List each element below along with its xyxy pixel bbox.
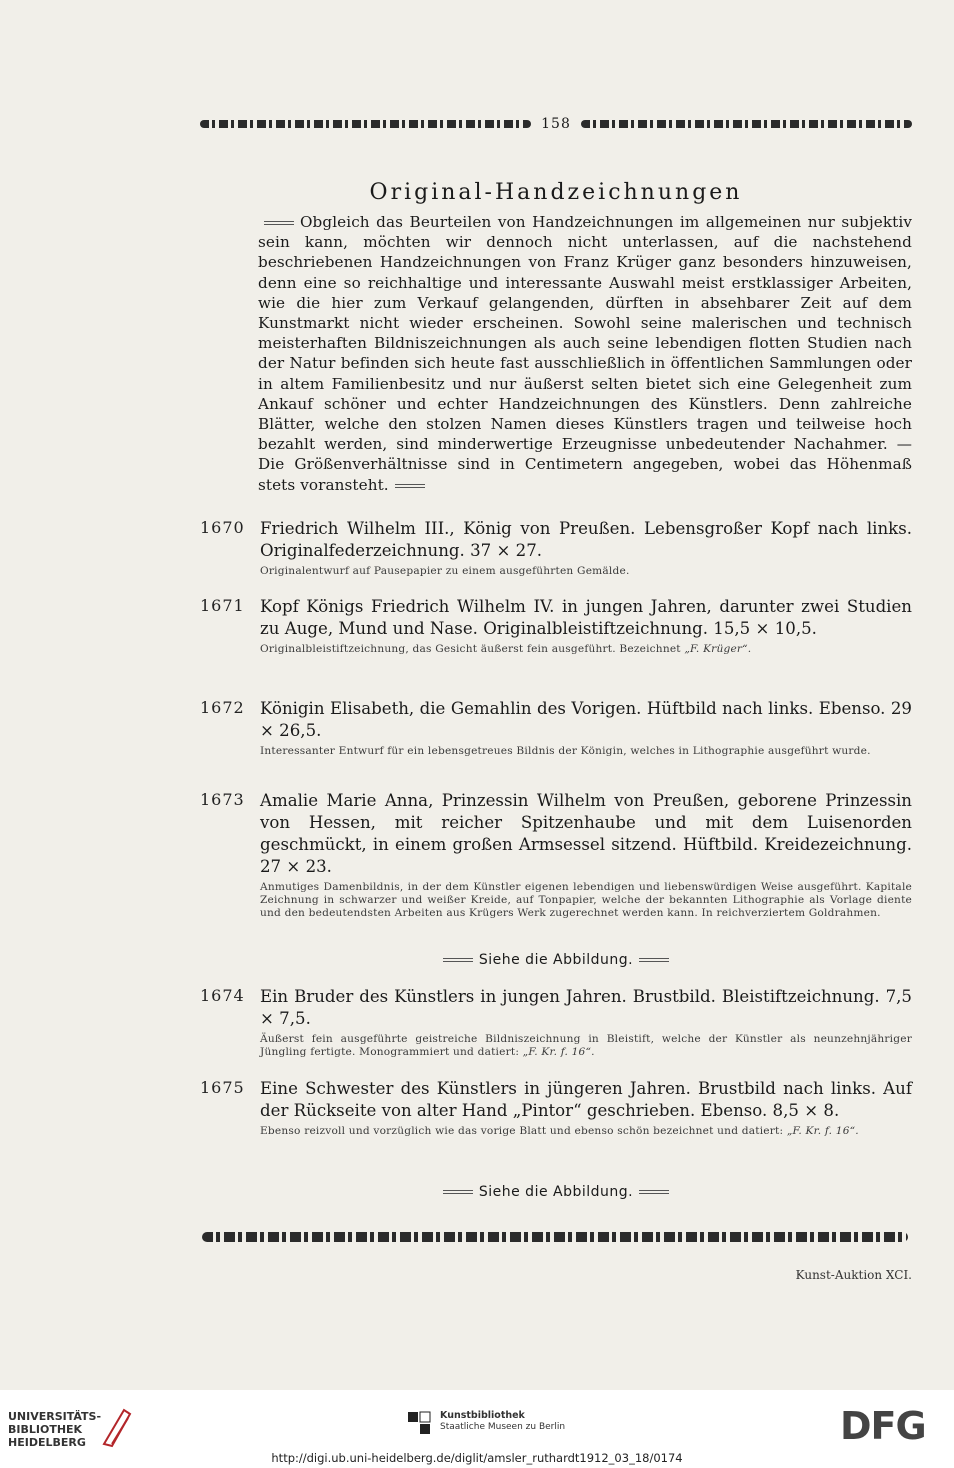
intro-paragraph — [258, 212, 912, 495]
lot-entry — [200, 1078, 912, 1138]
lot-entry — [200, 698, 912, 758]
header-ornament — [200, 116, 912, 132]
kunstbibliothek-logo-icon — [406, 1410, 434, 1438]
lot-note: Interessanter Entwurf für ein lebensgetreues Bildnis der Königin, welches in Lithographie ausgeführt wurde. — [260, 745, 871, 757]
dash-ornament — [395, 484, 425, 488]
lot-note: Anmutiges Damenbildnis, in der dem Künstler eigenen lebendigen und liebenswürdigen Weise ausgeführt. Kapitale Zeichnung in schwarzer und weißer Kreide, auf Tonpapier, welche der bekannten Lithographie als Vorlage diente und den bedeutendsten Arbeiten aus Krügers Werk zugerechnet werden kann. In reichverziertem Goldrahmen. — [260, 881, 912, 919]
signature: „F. Krüger“. — [684, 643, 752, 655]
ornament-right — [581, 120, 912, 128]
see-illustration — [200, 1184, 912, 1200]
dash-ornament — [443, 1190, 473, 1194]
lot-number: 1670 — [200, 518, 245, 537]
lot-note-text: Originalbleistiftzeichnung, das Gesicht äußerst fein ausgeführt. Bezeichnet — [260, 643, 681, 655]
lot-note — [260, 1125, 912, 1138]
lot-number: 1673 — [200, 790, 245, 809]
lot-note: Originalentwurf auf Pausepapier zu einem ausgeführten Gemälde. — [260, 565, 630, 577]
lot-number: 1671 — [200, 596, 245, 615]
dash-ornament — [639, 1190, 669, 1194]
kb-subtitle: Staatliche Museen zu Berlin — [440, 1422, 566, 1432]
lot-note-text: Ebenso reizvoll und vorzüglich wie das vorige Blatt und ebenso schön bezeichnet und datiert: — [260, 1125, 784, 1137]
source-url[interactable]: http://digi.ub.uni-heidelberg.de/diglit/amsler_ruthardt1912_03_18/0174 — [271, 1451, 683, 1465]
university-line: BIBLIOTHEK — [8, 1423, 83, 1436]
lot-description: Ein Bruder des Künstlers in jungen Jahren. Brustbild. Bleistiftzeichnung. 7,5 × 7,5. — [260, 987, 912, 1028]
section-title: Original-Handzeichnungen — [369, 180, 743, 205]
dash-ornament — [639, 958, 669, 962]
lot-entry — [200, 790, 912, 920]
university-line: UNIVERSITÄTS- — [8, 1410, 102, 1423]
lot-description: Amalie Marie Anna, Prinzessin Wilhelm von Preußen, geborene Prinzessin von Hessen, mit reicher Spitzenhaube und mit dem Luisenorden geschmückt, in einem großen Armsessel sitzend. Hüftbild. Kreidezeichnung. 27 × 23. — [260, 791, 912, 876]
see-illustration-text: Siehe die Abbildung. — [478, 1184, 634, 1200]
page-number: 158 — [541, 116, 571, 132]
intro-text: Obgleich das Beurteilen von Handzeichnungen im allgemeinen nur subjektiv sein kann, möchten wir dennoch nicht unterlassen, auf die nachstehend beschriebenen Handzeichnungen von Franz Krüger ganz besonders hinzuweisen, denn eine so reichhaltige und interessante Auswahl meist erstklassiger Arbeiten, wie die hier zum Verkauf gelangenden, dürften in absehbarer Zeit auf dem Kunstmarkt nicht wieder erscheinen. Sowohl seine malerischen und technisch meisterhaften Bildniszeichnungen als auch seine lebendigen flotten Studien nach der Natur befinden sich heute fast ausschließlich in öffentlichen Sammlungen oder in altem Familienbesitz und nur äußerst selten bietet sich eine Gelegenheit zum Ankauf schöner und echter Handzeichnungen des Künstlers. Denn zahlreiche Blätter, welche den stolzen Namen dieses Künstlers tragen und teilweise hoch bezahlt werden, sind minderwertige Erzeugnisse unbedeutender Nachahmer. — Die Größenverhältnisse sind in Centimetern angegeben, wobei das Höhenmaß stets voransteht. — [258, 213, 912, 494]
university-line: HEIDELBERG — [8, 1436, 86, 1449]
lot-number: 1674 — [200, 986, 245, 1005]
lot-description: Kopf Königs Friedrich Wilhelm IV. in jungen Jahren, darunter zwei Studien zu Auge, Mund und Nase. Originalbleistiftzeichnung. 15,5 × 10,5. — [260, 597, 912, 638]
lot-note — [260, 643, 912, 656]
dfg-logo: DFG — [840, 1404, 926, 1448]
lot-note-text: Äußerst fein ausgeführte geistreiche Bildniszeichnung in Bleistift, welche der Künstler als neunzehnjähriger Jüngling fertigte. Monogrammiert und datiert: — [260, 1033, 912, 1058]
university-emblem-icon — [100, 1404, 134, 1448]
lot-entry — [200, 518, 912, 578]
footer-ornament — [202, 1232, 908, 1242]
see-illustration-text: Siehe die Abbildung. — [478, 952, 634, 968]
signature: „F. Kr. f. 16“. — [522, 1046, 595, 1058]
lot-entry — [200, 596, 912, 656]
lot-note — [260, 1033, 912, 1059]
kunstbibliothek-label — [440, 1410, 565, 1433]
see-illustration — [200, 952, 912, 968]
lot-number: 1672 — [200, 698, 245, 717]
signature: „F. Kr. f. 16“. — [786, 1125, 859, 1137]
catalog-label: Kunst-Auktion XCI. — [795, 1268, 912, 1282]
lot-description: Friedrich Wilhelm III., König von Preußen. Lebensgroßer Kopf nach links. Originalfederzeichnung. 37 × 27. — [260, 519, 912, 560]
kb-title: Kunstbibliothek — [440, 1410, 525, 1421]
dash-ornament — [264, 221, 294, 225]
lot-number: 1675 — [200, 1078, 245, 1097]
lot-entry — [200, 986, 912, 1059]
ornament-left — [200, 120, 531, 128]
lot-description: Königin Elisabeth, die Gemahlin des Vorigen. Hüftbild nach links. Ebenso. 29 × 26,5. — [260, 699, 912, 740]
lot-description: Eine Schwester des Künstlers in jüngeren Jahren. Brustbild nach links. Auf der Rückseite von alter Hand „Pintor“ geschrieben. Ebenso. 8,5 × 8. — [260, 1079, 912, 1120]
dash-ornament — [443, 958, 473, 962]
